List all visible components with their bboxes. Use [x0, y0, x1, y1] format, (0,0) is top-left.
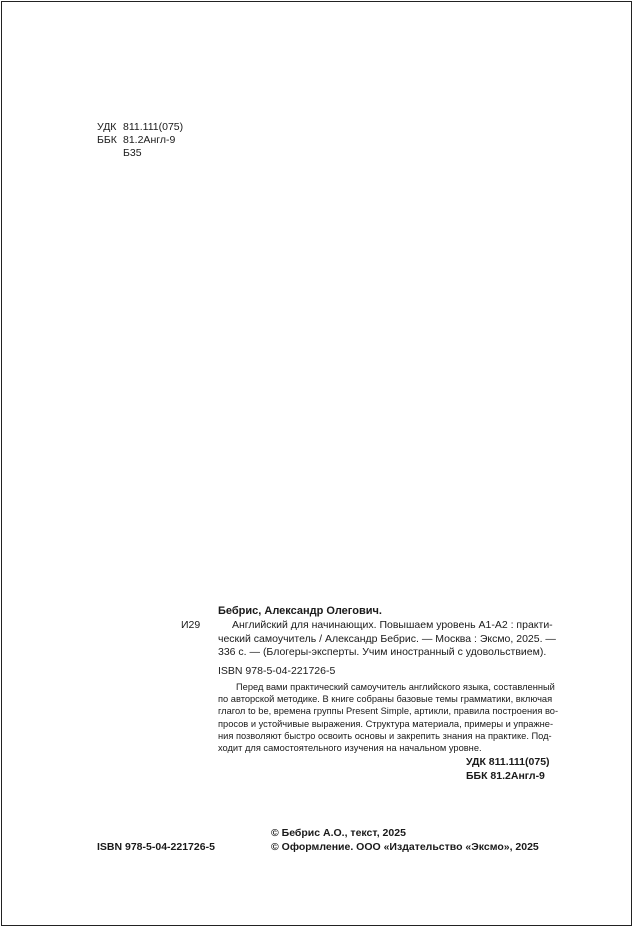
author-mark-row [97, 147, 183, 160]
udk-code: УДК 811.111(075) [466, 756, 550, 768]
annotation-line: Перед вами практический самоучитель английского языка, составленный [236, 682, 555, 692]
entry-code: И29 [181, 619, 201, 631]
annotation-line: ния позволяют быстро освоить основы и закрепить знания на практике. Под- [218, 730, 552, 741]
annotation-line: по авторской методике. В книге собраны базовые темы грамматики, включая [218, 694, 553, 705]
annotation-line: ходит для самостоятельного изучения на начальном уровне. [218, 743, 482, 754]
bbk-label: ББК [97, 134, 117, 146]
bbk-row [97, 134, 183, 147]
bbk-value: 81.2Англ-9 [123, 134, 176, 146]
annotation [218, 681, 568, 754]
entry-line: ческий самоучитель / Александр Бебрис. — Москва : Эксмо, 2025. — [218, 632, 556, 645]
annotation-line: глагол to be, времена группы Present Simple, артикли, правила построения во- [218, 706, 559, 717]
bbk-code: ББК 81.2Англ-9 [466, 770, 545, 782]
entry-line: 336 с. — (Блогеры-эксперты. Учим иностранный с удовольствием). [218, 646, 547, 658]
udk-label: УДК [97, 121, 117, 133]
copyright-design: © Оформление. ООО «Издательство «Эксмо», 2025 [271, 841, 539, 853]
udk-row [97, 121, 183, 134]
entry-line: Английский для начинающих. Повышаем уровень А1-А2 : практи- [232, 619, 553, 631]
entry-isbn: ISBN 978-5-04-221726-5 [218, 665, 336, 677]
footer-isbn: ISBN 978-5-04-221726-5 [97, 841, 215, 853]
entry-author: Бебрис, Александр Олегович. [218, 605, 382, 617]
page-border [1, 1, 632, 926]
classification-codes [466, 755, 550, 783]
udk-value: 811.111(075) [123, 121, 184, 133]
author-mark: Б35 [123, 147, 142, 159]
annotation-line: просов и устойчивые выражения. Структура материала, примеры и упражне- [218, 718, 554, 729]
copyright-block [271, 826, 539, 854]
classification-block [97, 121, 183, 160]
entry-description [218, 619, 568, 660]
copyright-text: © Бебрис А.О., текст, 2025 [271, 827, 406, 839]
